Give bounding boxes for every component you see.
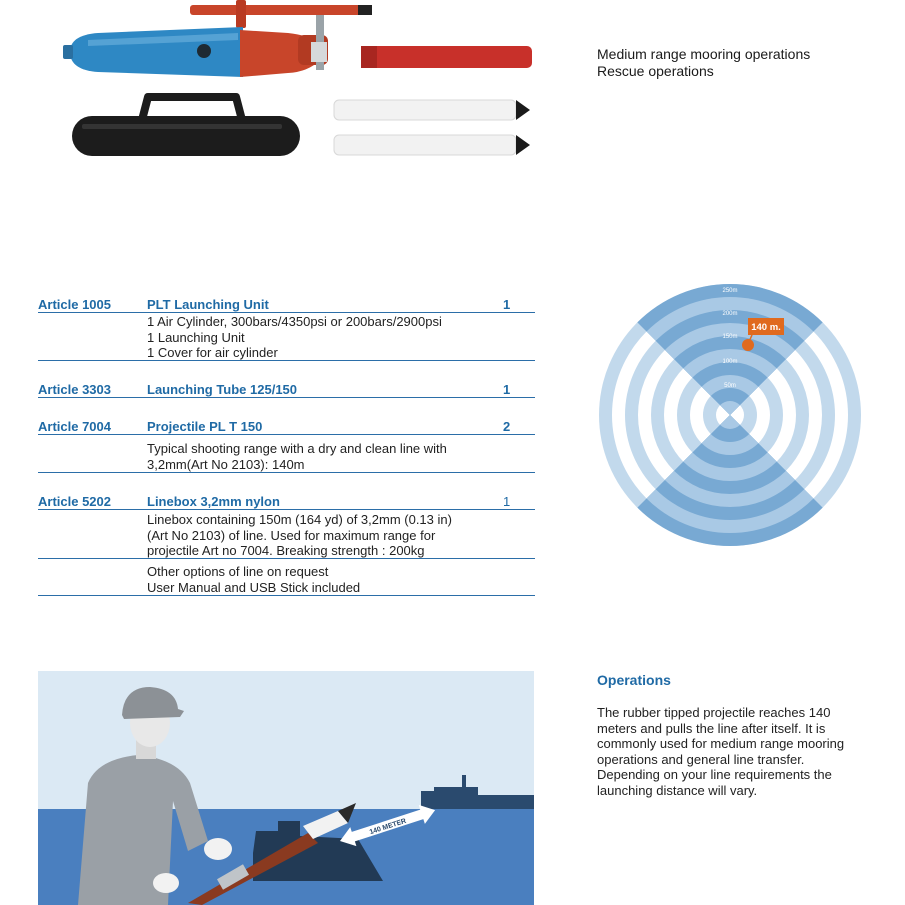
ring-label: 200m <box>722 311 738 317</box>
ring-label: 100m <box>722 359 738 365</box>
ring-label: 150m <box>722 334 738 340</box>
article-desc-line: (Art No 2103) of line. Used for maximum range for <box>147 527 436 543</box>
article-desc-line: 3,2mm(Art No 2103): 140m <box>147 456 305 472</box>
range-chart <box>598 283 862 547</box>
distance-label: 140 METER <box>368 817 408 837</box>
article-desc-line: 1 Air Cylinder, 300bars/4350psi or 200bars/2900psi <box>147 314 442 329</box>
extra-note: Other options of line on request <box>147 564 329 579</box>
article-title: Linebox 3,2mm nylon <box>147 494 280 509</box>
article-desc-line: projectile Art no 7004. Breaking strength : 200kg <box>147 543 425 558</box>
extra-note: User Manual and USB Stick included <box>147 579 361 595</box>
article-number: Article 5202 <box>38 494 111 509</box>
range-marker <box>742 339 754 351</box>
row-divider <box>38 312 535 313</box>
article-qty: 1 <box>503 382 511 397</box>
article-title: Projectile PL T 150 <box>147 419 263 434</box>
article-number: Article 1005 <box>38 297 111 312</box>
article-qty: 1 <box>503 297 511 312</box>
row-divider <box>38 595 535 596</box>
article-desc-line: Typical shooting range with a dry and clean line with <box>147 441 447 456</box>
article-number: Article 7004 <box>38 419 111 434</box>
product-image <box>58 0 538 165</box>
row-divider <box>38 472 535 473</box>
row-divider <box>38 397 535 398</box>
row-divider <box>38 509 535 510</box>
article-desc-line: 1 Launching Unit <box>147 329 245 345</box>
row-divider <box>38 558 535 559</box>
uses-list <box>597 46 810 80</box>
range-marker-label: 140 m. <box>751 322 781 333</box>
use-item: Rescue operations <box>597 63 714 79</box>
use-item: Medium range mooring operations <box>597 46 811 62</box>
operations-body: The rubber tipped projectile reaches 140 meters and pulls the line after itself. It is commonly used for medium range mooring operations and general line transfer. Depending on your line requirements the launching distance will vary. <box>597 705 845 798</box>
operations-illustration <box>38 671 534 905</box>
row-divider <box>38 434 535 435</box>
ring-label: 50m <box>724 383 736 389</box>
article-number: Article 3303 <box>38 382 111 397</box>
projectile <box>334 135 516 155</box>
article-title: Launching Tube 125/150 <box>147 382 298 397</box>
article-desc-line: 1 Cover for air cylinder <box>147 345 278 360</box>
cylinder-cover <box>72 116 300 156</box>
ring-label: 250m <box>722 288 738 294</box>
article-qty: 2 <box>503 419 511 434</box>
article-qty: 1 <box>503 494 511 509</box>
launcher-barrel <box>190 5 370 15</box>
operations-title: Operations <box>597 672 671 688</box>
article-desc-line: Linebox containing 150m (164 yd) of 3,2mm (0.13 in) <box>147 512 452 527</box>
row-divider <box>38 360 535 361</box>
article-title: PLT Launching Unit <box>147 297 269 312</box>
projectile <box>334 100 516 120</box>
launching-tube <box>361 46 532 68</box>
